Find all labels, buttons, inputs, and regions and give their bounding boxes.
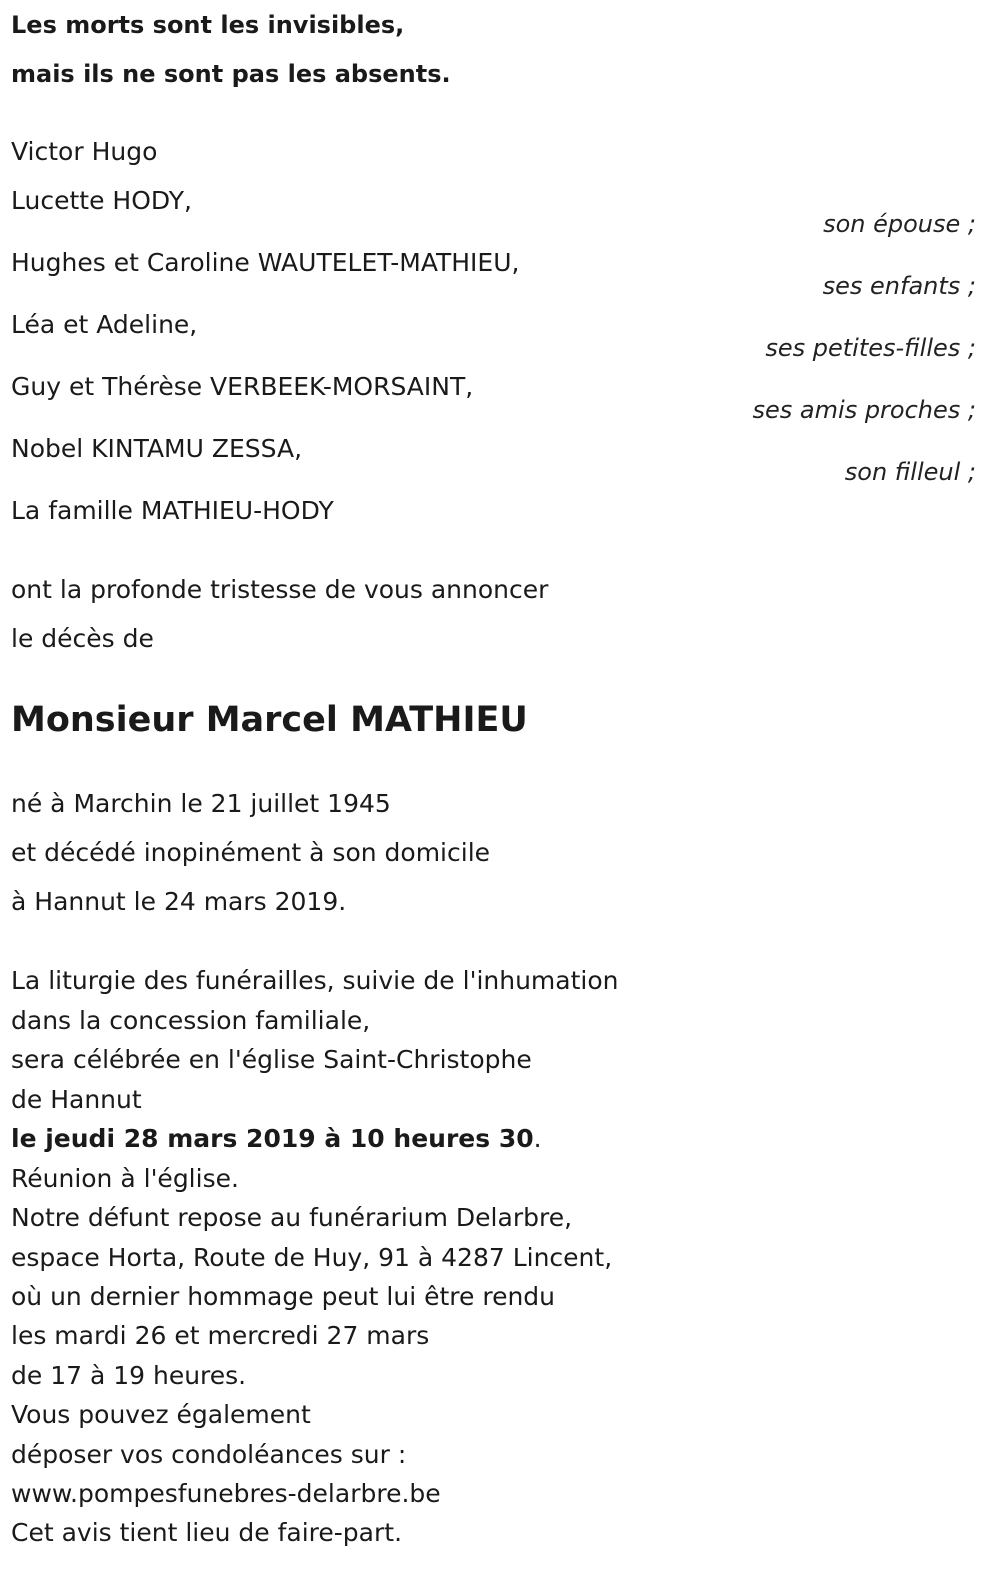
birth-death-line-2: et décédé inopinément à son domicile [11,838,491,867]
deceased-name: Monsieur Marcel MATHIEU [11,700,528,740]
funeral-line-1: La liturgie des funérailles, suivie de l'inhumation [11,966,619,995]
family-name-4: Guy et Thérèse VERBEEK-MORSAINT, [11,372,474,401]
family-name-3: Léa et Adeline, [11,310,198,339]
funeral-date-suffix: . [533,1124,542,1153]
birth-death-line-1: né à Marchin le 21 juillet 1945 [11,789,391,818]
funeral-line-9: où un dernier hommage peut lui être rendu [11,1282,556,1311]
family-relation-2: ses enfants ; [822,272,976,300]
funeral-line-6: Réunion à l'église. [11,1164,239,1193]
funeral-line-7: Notre défunt repose au funérarium Delarbre, [11,1203,573,1232]
announcement-line-1: ont la profonde tristesse de vous annoncer [11,575,549,604]
family-relation-5: son filleul ; [844,458,976,486]
quote-line-2: mais ils ne sont pas les absents. [11,60,451,88]
birth-death-line-3: à Hannut le 24 mars 2019. [11,887,347,916]
family-name-5: Nobel KINTAMU ZESSA, [11,434,303,463]
family-name-6: La famille MATHIEU-HODY [11,496,334,525]
funeral-line-8: espace Horta, Route de Huy, 91 à 4287 Lincent, [11,1243,613,1272]
funeral-line-12: Vous pouvez également [11,1400,311,1429]
family-name-1: Lucette HODY, [11,186,192,215]
family-relation-4: ses amis proches ; [752,396,976,424]
family-name-2: Hughes et Caroline WAUTELET-MATHIEU, [11,248,520,277]
funeral-line-3: sera célébrée en l'église Saint-Christophe [11,1045,532,1074]
family-relation-3: ses petites-filles ; [765,334,976,362]
funeral-line-4: de Hannut [11,1085,142,1114]
funeral-line-2: dans la concession familiale, [11,1006,371,1035]
family-relation-1: son épouse ; [823,210,976,238]
condolences-url: www.pompesfunebres-delarbre.be [11,1479,441,1508]
funeral-line-11: de 17 à 19 heures. [11,1361,247,1390]
funeral-line-10: les mardi 26 et mercredi 27 mars [11,1321,430,1350]
announcement-line-2: le décès de [11,624,154,653]
funeral-line-15: Cet avis tient lieu de faire-part. [11,1518,403,1547]
funeral-date-line [11,1124,542,1154]
funeral-line-13: déposer vos condoléances sur : [11,1440,407,1469]
quote-author: Victor Hugo [11,137,158,166]
funeral-date: le jeudi 28 mars 2019 à 10 heures 30 [11,1124,534,1153]
quote-line-1: Les morts sont les invisibles, [11,11,405,39]
